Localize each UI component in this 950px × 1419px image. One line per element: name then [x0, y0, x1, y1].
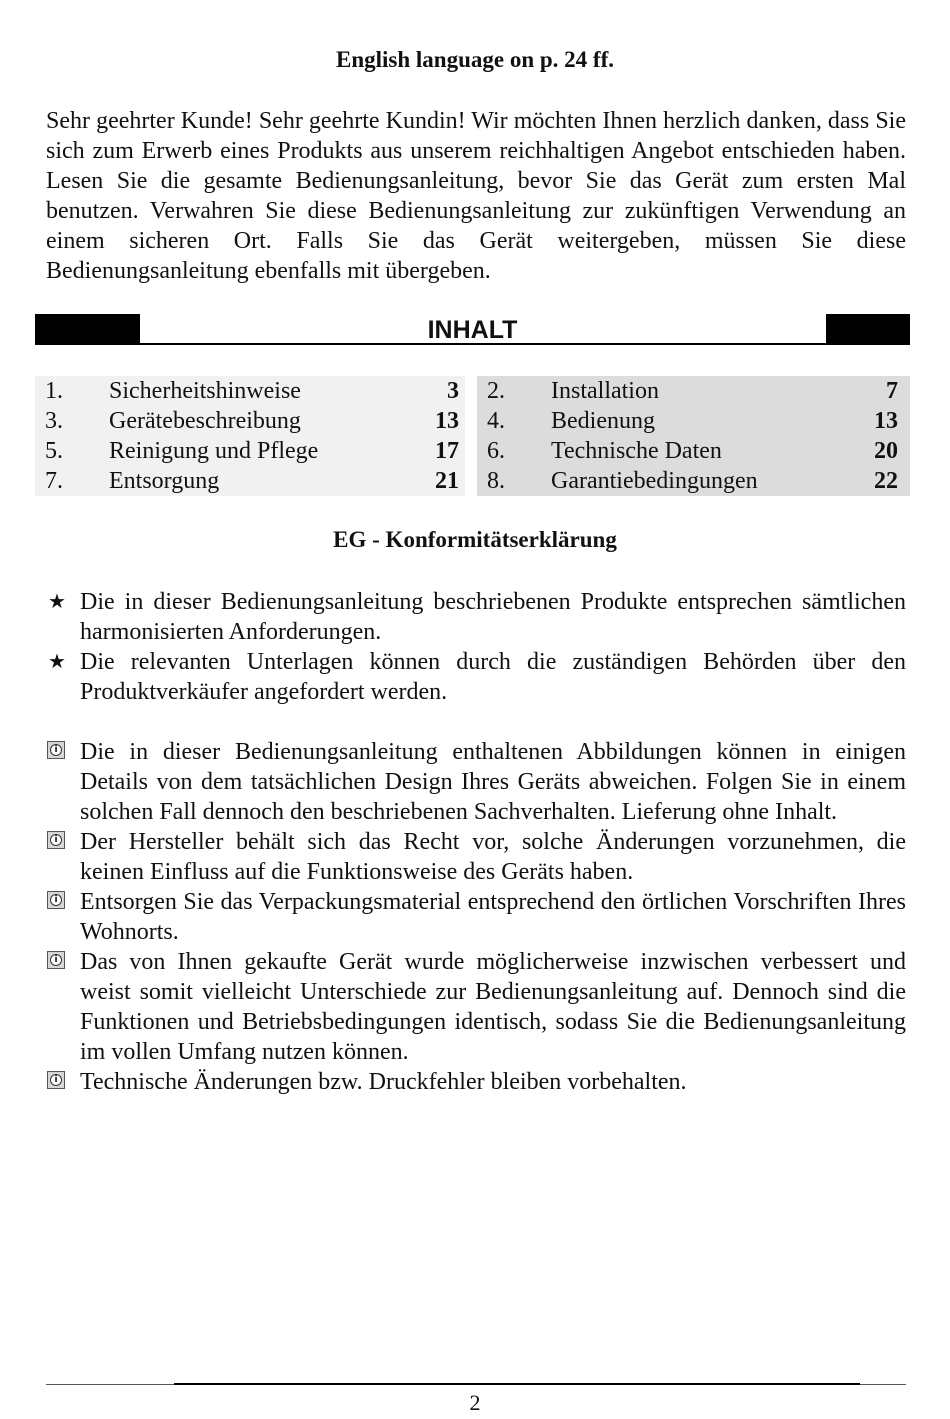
toc-entry — [477, 436, 910, 466]
info-icon: i — [47, 891, 65, 909]
toc-entry — [35, 376, 465, 406]
page-number: 2 — [469, 1390, 481, 1415]
toc-entry-number: 7. — [45, 468, 63, 494]
toc-entry-page: 3 — [447, 378, 459, 404]
footer-rule-accent — [174, 1383, 860, 1385]
list-item — [46, 887, 906, 947]
toc-entry — [35, 436, 465, 466]
list-item-text: Entsorgen Sie das Verpackungsmaterial entsprechend den örtlichen Vorschriften Ihres Wohnorts. — [80, 889, 906, 945]
toc-entry — [477, 376, 910, 406]
info-notes-list — [46, 737, 906, 1097]
english-language-note: English language on p. 24 ff. — [336, 47, 614, 72]
toc-entry-label: Sicherheitshinweise — [109, 378, 301, 404]
toc-header-bar — [35, 314, 910, 346]
toc-entry-page: 20 — [874, 438, 898, 464]
toc-entry-page: 7 — [886, 378, 898, 404]
toc-entry-number: 2. — [487, 378, 505, 404]
toc-entry-number: 6. — [487, 438, 505, 464]
toc-entry — [477, 466, 910, 496]
toc-entry-number: 8. — [487, 468, 505, 494]
toc-entry-number: 1. — [45, 378, 63, 404]
list-item-text: Die in dieser Bedienungsanleitung enthaltenen Abbildungen können in einigen Details von dem tatsächlichen Design Ihres Geräts abweichen. Folgen Sie in einem solchen Fall dennoch den beschriebenen Sachverhalten. Lieferung ohne Inhalt. — [80, 739, 906, 825]
toc-entry-page: 13 — [874, 408, 898, 434]
list-item-text: Die relevanten Unterlagen können durch die zuständigen Behörden über den Produktverkäufer angefordert werden. — [80, 649, 906, 705]
info-icon: i — [47, 1071, 65, 1089]
toc-entry-label: Entsorgung — [109, 468, 220, 494]
conformity-star-list — [46, 587, 906, 707]
toc-entry-label: Gerätebeschreibung — [109, 408, 301, 434]
list-item-text: Technische Änderungen bzw. Druckfehler bleiben vorbehalten. — [80, 1069, 687, 1095]
list-item — [46, 1067, 906, 1097]
list-item — [46, 827, 906, 887]
toc-entry-number: 4. — [487, 408, 505, 434]
toc-row — [35, 406, 910, 436]
toc-entry-label: Bedienung — [551, 408, 655, 434]
star-icon: ★ — [48, 589, 66, 613]
toc-entry-page: 21 — [435, 468, 459, 494]
toc-entry-number: 5. — [45, 438, 63, 464]
toc-entry — [35, 466, 465, 496]
toc-entry — [35, 406, 465, 436]
toc-title: INHALT — [427, 316, 518, 344]
list-item-text: Der Hersteller behält sich das Recht vor, solche Änderungen vorzunehmen, die keinen Einfluss auf die Funktionsweise des Geräts haben. — [80, 829, 906, 885]
toc-row — [35, 466, 910, 496]
toc-entry-label: Reinigung und Pflege — [109, 438, 319, 464]
star-icon: ★ — [48, 649, 66, 673]
conformity-title: EG - Konformitätserklärung — [333, 527, 617, 552]
info-icon: i — [47, 831, 65, 849]
toc-entry-number: 3. — [45, 408, 63, 434]
intro-paragraph: Sehr geehrter Kunde! Sehr geehrte Kundin! Wir möchten Ihnen herzlich danken, dass Sie sich zum Erwerb eines Produkts aus unserem reichhaltigen Angebot entschieden haben. Lesen Sie die gesamte Bedienungsanleitung, bevor Sie das Gerät zum ersten Mal benutzen. Verwahren Sie diese Bedienungsanleitung zur zukünftigen Verwendung an einem sicheren Ort. Falls Sie das Gerät weitergeben, müssen Sie diese Bedienungsanleitung ebenfalls mit übergeben. — [46, 108, 906, 284]
list-item — [46, 647, 906, 707]
table-of-contents — [35, 376, 910, 496]
toc-entry-page: 17 — [435, 438, 459, 464]
list-item-text: Das von Ihnen gekaufte Gerät wurde möglicherweise inzwischen verbessert und weist somit vielleicht Unterschiede zur Bedienungsanleitung auf. Dennoch sind die Funktionen und Betriebsbedingungen identisch, sodass Sie die Bedienungsanleitung im vollen Umfang nutzen können. — [80, 949, 906, 1065]
list-item-text: Die in dieser Bedienungsanleitung beschriebenen Produkte entsprechen sämtlichen harmonisierten Anforderungen. — [80, 589, 906, 645]
list-item — [46, 947, 906, 1067]
toc-entry-page: 22 — [874, 468, 898, 494]
list-item — [46, 587, 906, 647]
toc-entry-page: 13 — [435, 408, 459, 434]
toc-row — [35, 376, 910, 406]
list-item — [46, 737, 906, 827]
info-icon: i — [47, 741, 65, 759]
toc-entry-label: Garantiebedingungen — [551, 468, 758, 494]
toc-entry-label: Installation — [551, 378, 659, 404]
info-icon: i — [47, 951, 65, 969]
toc-entry — [477, 406, 910, 436]
toc-entry-label: Technische Daten — [551, 438, 722, 464]
toc-row — [35, 436, 910, 466]
